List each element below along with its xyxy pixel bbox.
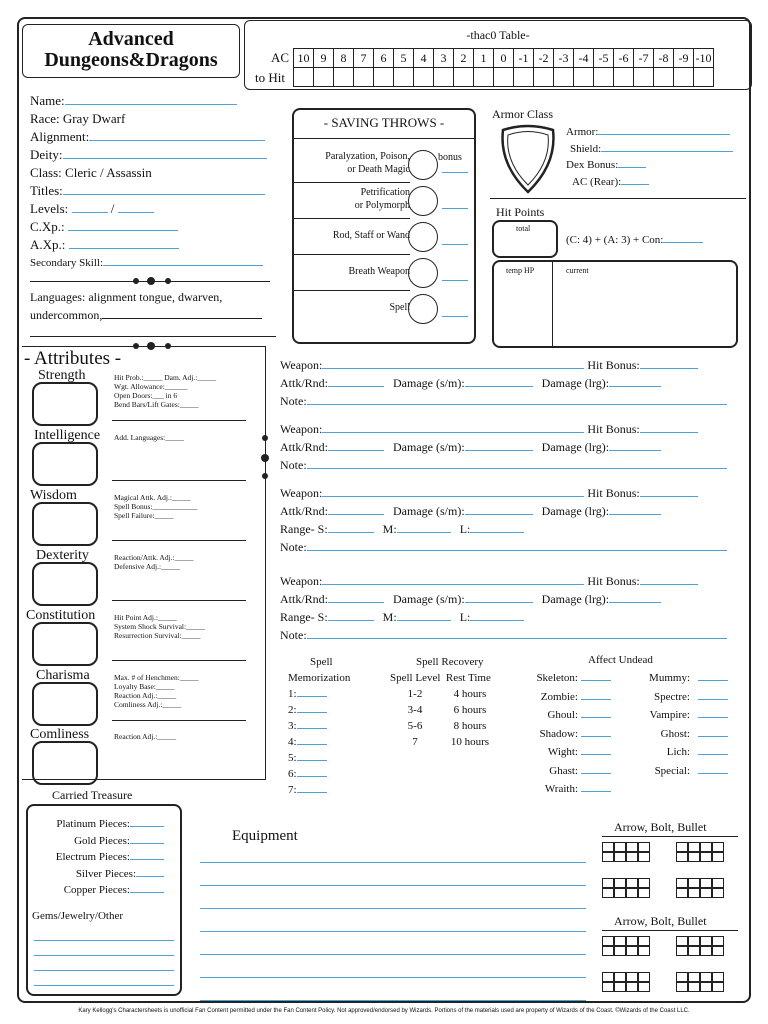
spell-slot[interactable]: 6: xyxy=(288,766,350,782)
thac0-ac-cell: -6 xyxy=(614,49,634,68)
hp-formula: (C: 4) + (A: 3) + Con: xyxy=(566,232,703,246)
thac0-panel xyxy=(244,20,752,90)
saving-throw-row: Spell xyxy=(294,290,474,326)
alignment-field: Alignment: xyxy=(30,128,280,146)
attributes-title: - Attributes - xyxy=(24,348,122,369)
equipment-line[interactable] xyxy=(200,908,586,909)
gems-lines xyxy=(34,926,174,986)
ammo-tracker[interactable] xyxy=(676,972,724,992)
equipment-line[interactable] xyxy=(200,931,586,932)
equipment-line[interactable] xyxy=(200,862,586,863)
undead-entry[interactable]: Wight: xyxy=(520,744,620,758)
undead-entry[interactable]: Shadow: xyxy=(520,726,620,740)
thac0-tohit-cell[interactable] xyxy=(574,68,594,87)
save-bonus-line[interactable] xyxy=(442,280,468,281)
armor-class-title: Armor Class xyxy=(492,107,553,121)
thac0-tohit-cell[interactable] xyxy=(374,68,394,87)
spell-slot[interactable]: 2: xyxy=(288,702,350,718)
save-circle[interactable] xyxy=(408,294,438,324)
save-bonus-line[interactable] xyxy=(442,316,468,317)
thac0-tohit-cell[interactable] xyxy=(554,68,574,87)
class-field: Class: Cleric / Assassin xyxy=(30,165,152,180)
thac0-ac-cell: -4 xyxy=(574,49,594,68)
spell-slot[interactable]: 1: xyxy=(288,686,350,702)
thac0-title: -thac0 Table- xyxy=(466,28,530,42)
spell-recovery: Spell Recovery Spell Level Rest Time 1-2 4 hours 3-4 6 hours 5-6 8 hours 7 10 hours xyxy=(390,654,510,750)
current-hp-label: current xyxy=(566,266,589,275)
save-bonus-line[interactable] xyxy=(442,244,468,245)
thac0-tohit-cell[interactable] xyxy=(334,68,354,87)
thac0-ac-cell: 1 xyxy=(474,49,494,68)
affect-undead-title: Affect Undead xyxy=(588,654,653,666)
thac0-ac-cell: 7 xyxy=(354,49,374,68)
treasure-title: Carried Treasure xyxy=(52,788,133,802)
thac0-ac-cell: -2 xyxy=(534,49,554,68)
thac0-ac-cell: -5 xyxy=(594,49,614,68)
weapon-block: Weapon: Hit Bonus: Attk/Rnd: Damage (s/m): Damage (lrg): Range- S: M: L: Note: xyxy=(280,572,740,644)
thac0-tohit-cell[interactable] xyxy=(514,68,534,87)
thac0-tohit-cell[interactable] xyxy=(614,68,634,87)
saving-throw-row: Petrification or Polymorph xyxy=(294,182,474,218)
logo xyxy=(22,24,240,78)
secondary-skill-field: Secondary Skill: xyxy=(30,254,280,272)
temp-hp-label: temp HP xyxy=(506,266,535,275)
recovery-row: 3-4 6 hours xyxy=(407,704,487,716)
thac0-tohit-cell[interactable] xyxy=(314,68,334,87)
attribute-name: Intelligence xyxy=(34,428,101,443)
ammo-tracker[interactable] xyxy=(602,878,650,898)
attribute-name: Strength xyxy=(38,368,86,383)
undead-entry[interactable]: Spectre: xyxy=(632,689,742,703)
saving-throws-title: - SAVING THROWS - xyxy=(323,115,445,130)
armor-class-fields: Armor: Shield: Dex Bonus: AC (Rear): xyxy=(566,124,733,190)
thac0-ac-cell: 5 xyxy=(394,49,414,68)
spell-slot[interactable]: 5: xyxy=(288,750,350,766)
thac0-ac-label: AC xyxy=(271,50,290,65)
axp-field: A.Xp.: xyxy=(30,236,280,254)
equipment-title: Equipment xyxy=(232,828,298,844)
ammo-tracker[interactable] xyxy=(602,936,650,956)
languages-field: Languages: alignment tongue, dwarven, undercommon, xyxy=(30,288,280,342)
attribute-score-box[interactable] xyxy=(32,382,98,426)
spell-slot[interactable]: 3: xyxy=(288,718,350,734)
thac0-ac-cell: 10 xyxy=(294,49,314,68)
thac0-ac-cell: -10 xyxy=(694,49,714,68)
save-circle[interactable] xyxy=(408,222,438,252)
thac0-tohit-cell[interactable] xyxy=(454,68,474,87)
thac0-tohit-cell[interactable] xyxy=(594,68,614,87)
ornament-side xyxy=(258,432,272,482)
thac0-ac-cell: 8 xyxy=(334,49,354,68)
thac0-tohit-cell[interactable] xyxy=(534,68,554,87)
levels-field: Levels: / xyxy=(30,200,280,218)
saving-throw-row: Breath Weapon xyxy=(294,254,474,290)
thac0-ac-cell: -3 xyxy=(554,49,574,68)
spell-slot[interactable]: 7: xyxy=(288,782,350,798)
ammo-tracker[interactable] xyxy=(602,842,650,862)
weapon-block: Weapon: Hit Bonus: Attk/Rnd: Damage (s/m): Damage (lrg): Range- S: M: L: Note: xyxy=(280,484,740,556)
thac0-tohit-cell[interactable] xyxy=(394,68,414,87)
undead-entry[interactable]: Zombie: xyxy=(520,689,620,703)
equipment-line[interactable] xyxy=(200,885,586,886)
save-bonus-line[interactable] xyxy=(442,208,468,209)
thac0-table xyxy=(293,48,714,87)
weapon-block: Weapon: Hit Bonus: Attk/Rnd: Damage (s/m): Damage (lrg): Note: xyxy=(280,356,740,410)
ammo-tracker[interactable] xyxy=(676,842,724,862)
hp-current-box xyxy=(492,260,738,348)
weapon-block: Weapon: Hit Bonus: Attk/Rnd: Damage (s/m): Damage (lrg): Note: xyxy=(280,420,740,474)
attribute-score-box[interactable] xyxy=(32,682,98,726)
thac0-ac-cell: 9 xyxy=(314,49,334,68)
equipment-line[interactable] xyxy=(200,1000,586,1001)
undead-entry[interactable]: Mummy: xyxy=(632,670,742,684)
recovery-row: 7 10 hours xyxy=(412,736,490,748)
recovery-row: 1-2 4 hours xyxy=(407,688,487,700)
undead-entry[interactable]: Wraith: xyxy=(520,781,620,795)
shield-icon xyxy=(497,124,559,196)
thac0-tohit-cell[interactable] xyxy=(354,68,374,87)
attribute-name: Constitution xyxy=(26,608,96,623)
thac0-ac-cell: -8 xyxy=(654,49,674,68)
thac0-tohit-label: to Hit xyxy=(255,70,285,85)
equipment-line[interactable] xyxy=(200,954,586,955)
saving-throws-panel xyxy=(292,108,476,344)
thac0-ac-cell: -7 xyxy=(634,49,654,68)
ammo-tracker[interactable] xyxy=(602,972,650,992)
attribute-name: Comliness xyxy=(30,727,90,742)
gems-label: Gems/Jewelry/Other xyxy=(32,910,124,922)
race-field: Race: Gray Dwarf xyxy=(30,111,126,126)
attribute-score-box[interactable] xyxy=(32,741,98,785)
attribute-name: Wisdom xyxy=(30,488,77,503)
logo-line2: Dungeons&Dragons xyxy=(44,49,218,71)
thac0-ac-cell: 3 xyxy=(434,49,454,68)
attribute-score-box[interactable] xyxy=(32,622,98,666)
saving-throw-row: Paralyzation, Poison, or Death Magic xyxy=(294,146,474,182)
attribute-name: Dexterity xyxy=(36,548,89,563)
ammo-title-1: Arrow, Bolt, Bullet xyxy=(614,820,707,834)
ammo-tracker[interactable] xyxy=(676,878,724,898)
ammo-tracker[interactable] xyxy=(676,936,724,956)
undead-entry[interactable]: Ghast: xyxy=(520,763,620,777)
thac0-tohit-cell[interactable] xyxy=(654,68,674,87)
recovery-row: 5-6 8 hours xyxy=(407,720,487,732)
undead-entry[interactable]: Skeleton: xyxy=(520,670,620,684)
hp-total-box: total xyxy=(492,220,558,258)
thac0-ac-cell: 6 xyxy=(374,49,394,68)
thac0-ac-cell: 0 xyxy=(494,49,514,68)
undead-entry[interactable]: Vampire: xyxy=(632,707,742,721)
thac0-ac-cell: 2 xyxy=(454,49,474,68)
character-info xyxy=(30,92,280,272)
treasure-fields: Platinum Pieces: Gold Pieces: Electrum Pieces: Silver Pieces: Copper Pieces: xyxy=(32,816,164,899)
saving-bonus-label: bonus xyxy=(438,152,462,163)
thac0-ac-cell: 4 xyxy=(414,49,434,68)
undead-entry[interactable]: Lich: xyxy=(632,744,742,758)
ammo-title-2: Arrow, Bolt, Bullet xyxy=(614,914,707,928)
footer-legal: Kary Kellogg's Charactersheets is unofficial Fan Content permitted under the Fan Content Policy. Not approved/endorsed by Wizards. Portions of the materials used are property of Wizards of the Coast. ©Wizards of the Coast LLC. xyxy=(78,1008,690,1014)
attribute-score-box[interactable] xyxy=(32,442,98,486)
attribute-score-box[interactable] xyxy=(32,502,98,546)
thac0-tohit-cell[interactable] xyxy=(414,68,434,87)
ornament-dots xyxy=(130,275,180,287)
thac0-tohit-cell[interactable] xyxy=(434,68,454,87)
thac0-tohit-cell[interactable] xyxy=(674,68,694,87)
thac0-ac-cell: -1 xyxy=(514,49,534,68)
undead-entry[interactable]: Ghoul: xyxy=(520,707,620,721)
undead-entry[interactable]: Ghost: xyxy=(632,726,742,740)
cxp-field: C.Xp.: xyxy=(30,218,280,236)
titles-field: Titles: xyxy=(30,182,280,200)
save-circle[interactable] xyxy=(408,258,438,288)
thac0-ac-cell: -9 xyxy=(674,49,694,68)
attribute-score-box[interactable] xyxy=(32,562,98,606)
save-bonus-line[interactable] xyxy=(442,172,468,173)
name-field: Name: xyxy=(30,92,280,110)
thac0-tohit-cell[interactable] xyxy=(694,68,714,87)
attribute-name: Charisma xyxy=(36,668,90,683)
spell-slot[interactable]: 4: xyxy=(288,734,350,750)
thac0-tohit-cell[interactable] xyxy=(494,68,514,87)
save-circle[interactable] xyxy=(408,150,438,180)
hit-points-title: Hit Points xyxy=(496,205,545,219)
undead-entry[interactable]: Special: xyxy=(632,763,742,777)
equipment-line[interactable] xyxy=(200,977,586,978)
save-circle[interactable] xyxy=(408,186,438,216)
spell-memorization: Spell Memorization 1: 2: 3: 4: 5: 6: 7: xyxy=(288,656,351,796)
thac0-tohit-cell[interactable] xyxy=(634,68,654,87)
thac0-tohit-cell[interactable] xyxy=(474,68,494,87)
thac0-tohit-cell[interactable] xyxy=(294,68,314,87)
logo-line1: Advanced xyxy=(88,28,174,50)
saving-throw-row: Rod, Staff or Wand xyxy=(294,218,474,254)
deity-field: Deity: xyxy=(30,146,280,164)
